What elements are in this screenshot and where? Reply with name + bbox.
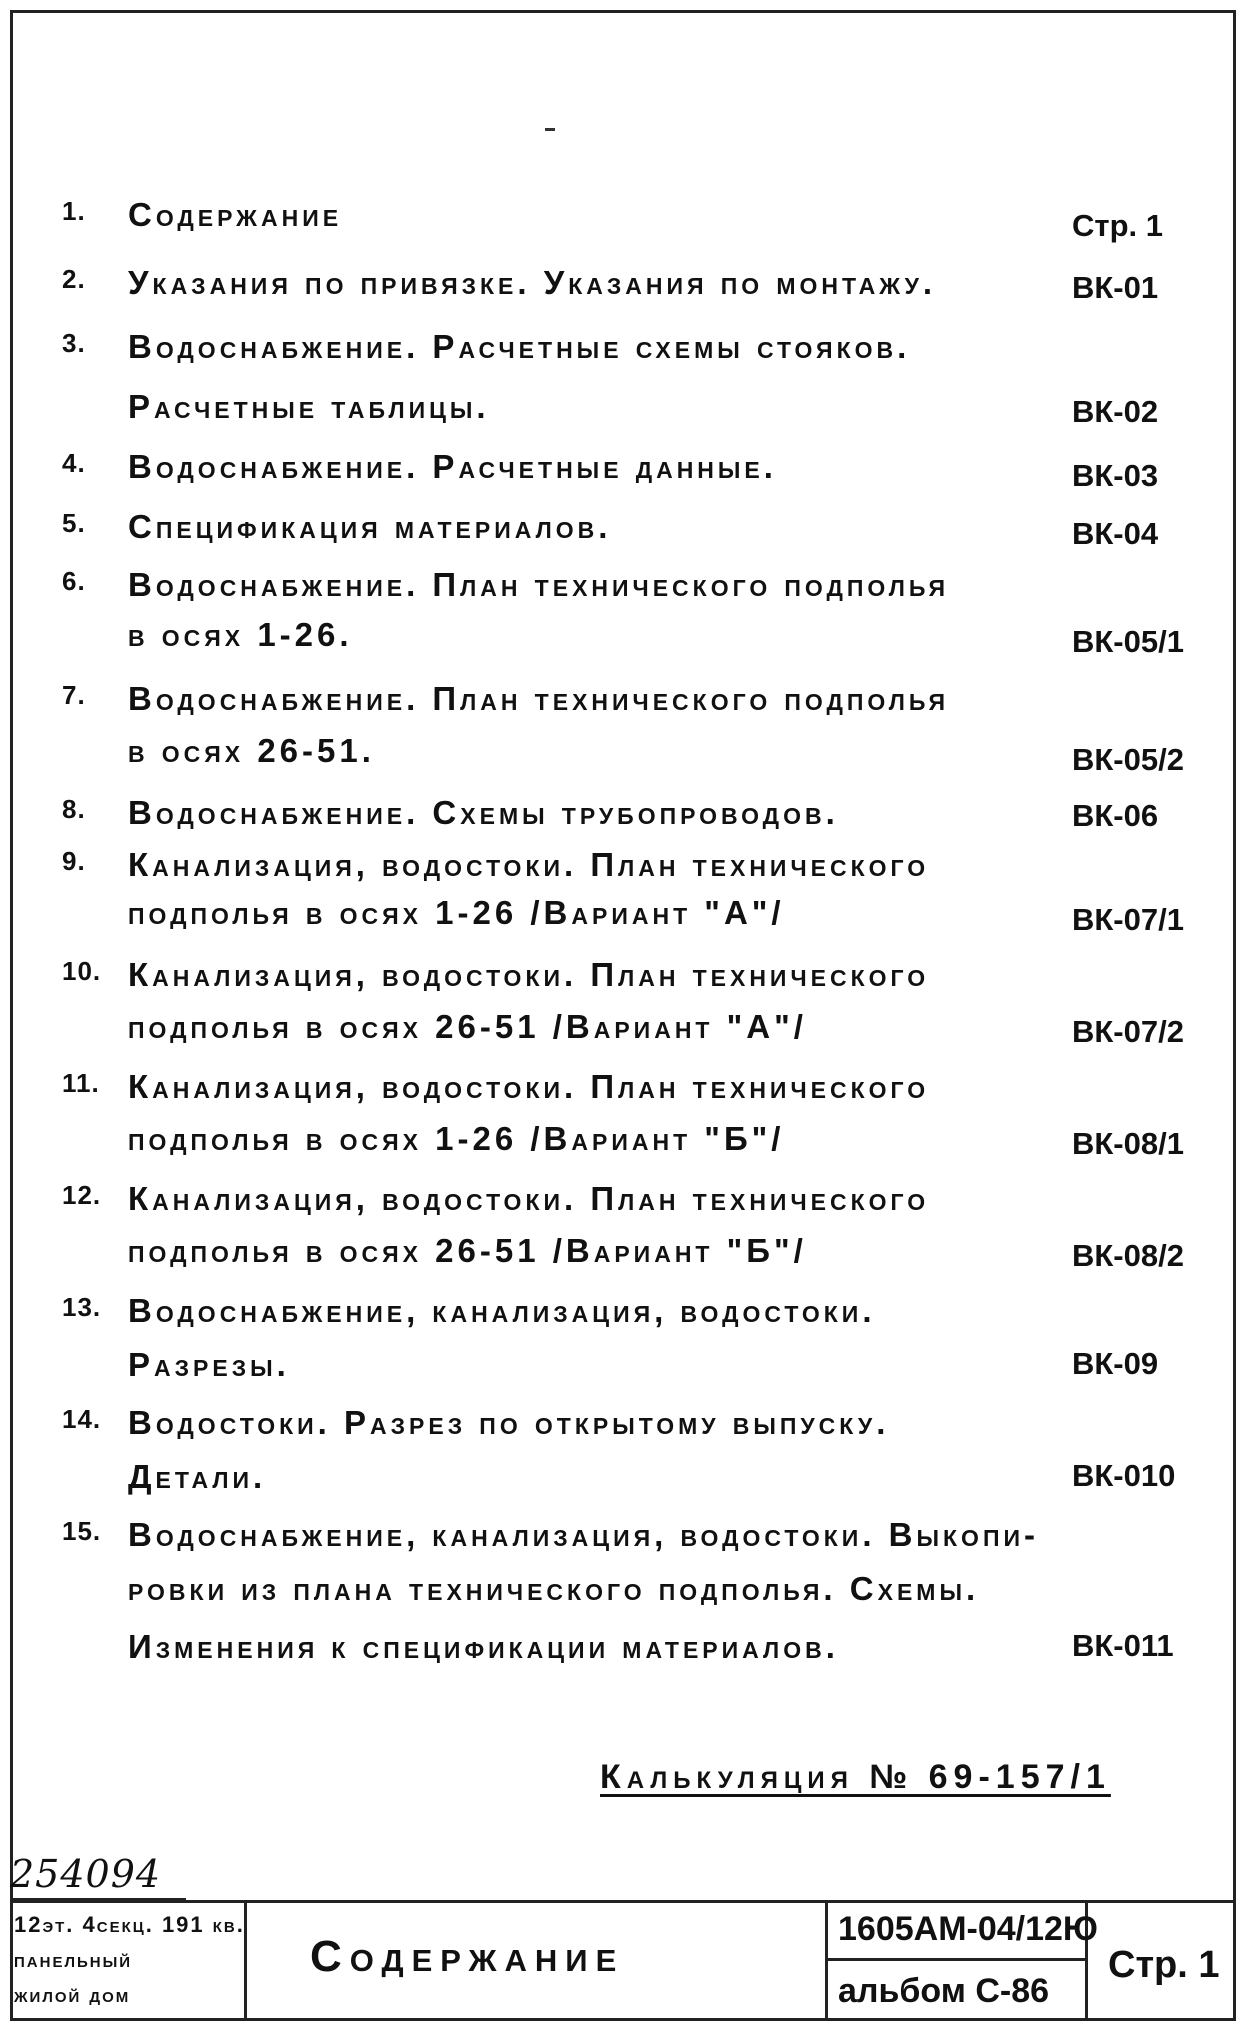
building-description: 12эт. 4секц. 191 кв.: [14, 1912, 245, 1937]
sheet-code: ВК-010: [1072, 1458, 1176, 1493]
item-number: 10.: [62, 956, 102, 986]
item-text: Разрезы.: [128, 1346, 290, 1383]
item-text: Водоснабжение. Схемы трубопроводов.: [128, 794, 839, 831]
sheet-title: Содержание: [310, 1932, 625, 1981]
item-text: Водоснабжение. Расчетные данные.: [128, 448, 777, 485]
sheet-number: Стр. 1: [1108, 1944, 1220, 1986]
calculation-reference: Калькуляция № 69-157/1: [600, 1758, 1111, 1796]
item-number: 12.: [62, 1180, 102, 1210]
title-block-border: [10, 1900, 1236, 1903]
sheet-code: ВК-05/1: [1072, 624, 1184, 659]
item-text: Водоснабжение, канализация, водостоки. Выкопи-: [128, 1516, 1040, 1553]
sheet-code: ВК-04: [1072, 516, 1159, 551]
item-text: Водоснабжение. Расчетные схемы стояков.: [128, 328, 911, 365]
item-text: Расчетные таблицы.: [128, 388, 490, 425]
sheet-code: ВК-05/2: [1072, 742, 1184, 777]
item-text: Водоснабжение. План технического подполья: [128, 680, 950, 717]
building-description: панельный: [14, 1947, 133, 1972]
item-text: подполья в осях 1-26 /Вариант "Б"/: [128, 1120, 785, 1157]
item-text: Детали.: [128, 1458, 267, 1495]
item-text: подполья в осях 26-51 /Вариант "А"/: [128, 1008, 807, 1045]
item-number: 3.: [62, 328, 86, 358]
item-number: 5.: [62, 508, 86, 538]
item-number: 13.: [62, 1292, 102, 1322]
item-text: Канализация, водостоки. План технического: [128, 846, 930, 883]
item-number: 15.: [62, 1516, 102, 1546]
sheet-code: ВК-08/1: [1072, 1126, 1184, 1161]
item-number: 1.: [62, 196, 86, 226]
sheet-code: ВК-02: [1072, 394, 1159, 429]
sheet-code: ВК-07/1: [1072, 902, 1184, 937]
item-text: подполья в осях 26-51 /Вариант "Б"/: [128, 1232, 807, 1269]
item-text: Канализация, водостоки. План технического: [128, 956, 930, 993]
item-number: 14.: [62, 1404, 102, 1434]
item-number: 8.: [62, 794, 86, 824]
item-number: 2.: [62, 264, 86, 294]
item-number: 7.: [62, 680, 86, 710]
building-description: жилой дом: [14, 1982, 131, 2007]
item-text: Спецификация материалов.: [128, 508, 612, 545]
item-text: Водоснабжение, канализация, водостоки.: [128, 1292, 876, 1329]
item-number: 11.: [62, 1068, 100, 1098]
item-number: 9.: [62, 846, 86, 876]
item-text: Водоснабжение. План технического подполья: [128, 566, 950, 603]
item-number: 4.: [62, 448, 86, 478]
item-text: Изменения к спецификации материалов.: [128, 1628, 839, 1665]
item-text: Канализация, водостоки. План технического: [128, 1180, 930, 1217]
item-text: в осях 26-51.: [128, 732, 375, 769]
project-code: 1605АМ-04/12Ю: [838, 1910, 1098, 1948]
item-text: в осях 1-26.: [128, 616, 353, 653]
item-text: подполья в осях 1-26 /Вариант "А"/: [128, 894, 785, 931]
title-block-divider: [825, 1958, 1085, 1961]
item-text: Указания по привязке. Указания по монтажу.: [128, 264, 937, 301]
sheet-code: Стр. 1: [1072, 208, 1163, 243]
sheet-code: ВК-01: [1072, 270, 1159, 305]
sheet-code: ВК-09: [1072, 1346, 1159, 1381]
album-number: альбом С-86: [838, 1972, 1050, 2010]
sheet-code: ВК-011: [1072, 1628, 1174, 1663]
sheet-code: ВК-03: [1072, 458, 1159, 493]
sheet-code: ВК-06: [1072, 798, 1159, 833]
sheet-code: ВК-07/2: [1072, 1014, 1184, 1049]
inventory-number: 254094: [10, 1852, 162, 1896]
sheet-code: ВК-08/2: [1072, 1238, 1184, 1273]
item-text: Содержание: [128, 196, 343, 233]
item-number: 6.: [62, 566, 86, 596]
item-text: Водостоки. Разрез по открытому выпуску.: [128, 1404, 890, 1441]
item-text: Канализация, водостоки. План технического: [128, 1068, 930, 1105]
item-text: ровки из плана технического подполья. Схемы.: [128, 1570, 980, 1607]
